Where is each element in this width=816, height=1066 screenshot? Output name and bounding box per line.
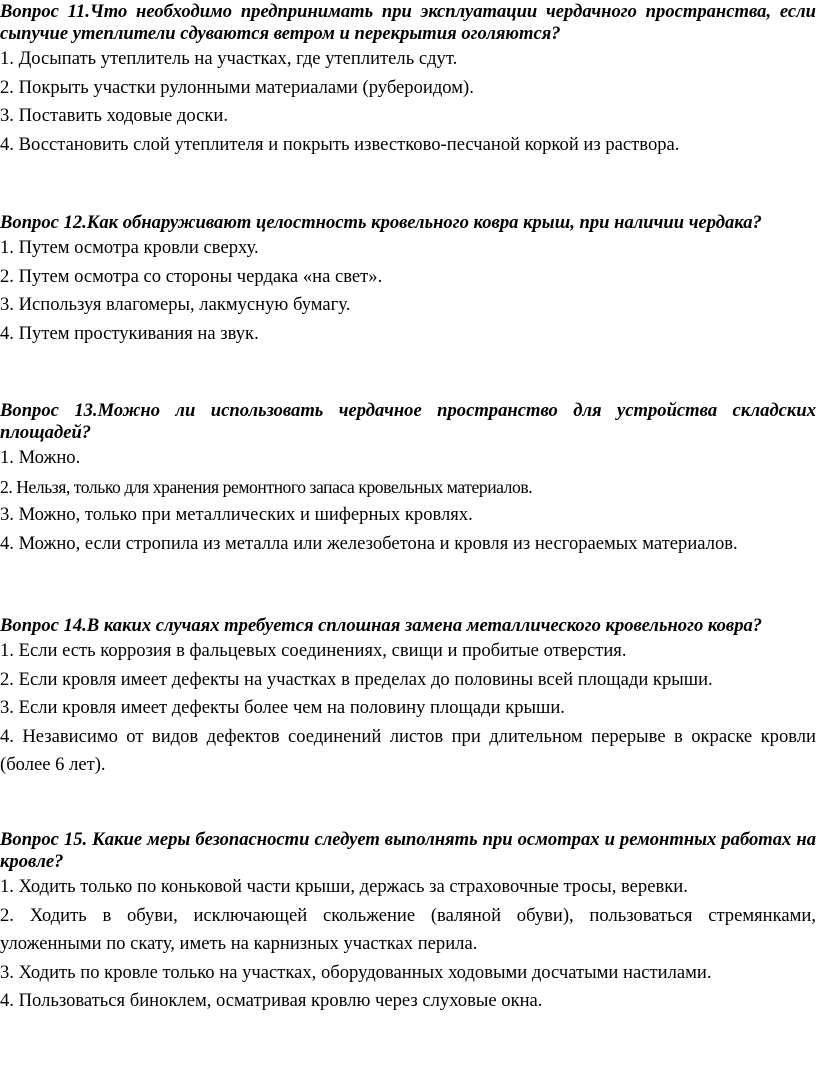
answer-item: 3. Поставить ходовые доски.	[0, 105, 229, 126]
answer-item: 1. Ходить только по коньковой части крыши, держась за страховочные тросы, веревки.	[0, 876, 688, 897]
answer-item: 4. Пользоваться биноклем, осматривая кровлю через слуховые окна.	[0, 990, 543, 1011]
answer-item: 2. Покрыть участки рулонными материалами (рубероидом).	[0, 76, 474, 98]
answer-item: 2. Ходить в обуви, исключающей скольжение (валяной обуви), пользоваться стремянками, уложенными по скату, иметь на карнизных участках перила.	[0, 904, 816, 954]
answer-item: 1. Путем осмотра кровли сверху.	[0, 237, 259, 258]
question-15	[0, 829, 816, 1016]
question-11-title: Вопрос 11.Что необходимо предпринимать при эксплуатации чердачного пространства, если сыпучие утеплители сдуваются ветром и перекрытия оголяются?	[0, 1, 816, 44]
answer-item: 2. Если кровля имеет дефекты на участках в пределах до половины всей площади крыши.	[0, 668, 713, 690]
question-13-title: Вопрос 13.Можно ли использовать чердачное пространство для устройства складских площадей?	[0, 400, 816, 443]
answer-item: 1. Можно.	[0, 447, 81, 468]
answer-item: 1. Если есть коррозия в фальцевых соединениях, свищи и пробитые отверстия.	[0, 640, 627, 661]
question-12-title: Вопрос 12.Как обнаруживают целостность кровельного ковра крыш, при наличии чердака?	[0, 212, 762, 233]
question-12	[0, 212, 816, 348]
answer-item: 2. Путем осмотра со стороны чердака «на свет».	[0, 265, 383, 287]
answer-item: 4. Можно, если стропила из металла или железобетона и кровля из несгораемых материалов.	[0, 532, 738, 554]
question-15-title: Вопрос 15. Какие меры безопасности следует выполнять при осмотрах и ремонтных работах на кровле?	[0, 829, 816, 872]
question-12-answers	[0, 234, 816, 348]
answer-item: 3. Используя влагомеры, лакмусную бумагу.	[0, 294, 351, 315]
answer-item: 3. Если кровля имеет дефекты более чем на половину площади крыши.	[0, 697, 565, 718]
question-15-answers	[0, 873, 816, 1016]
question-13	[0, 400, 816, 558]
answer-item: 4. Независимо от видов дефектов соединений листов при длительном перерыве в окраске кровли (более 6 лет).	[0, 725, 816, 775]
answer-item: 2. Нельзя, только для хранения ремонтного запаса кровельных материалов.	[0, 476, 533, 497]
answer-item: 3. Ходить по кровле только на участках, оборудованных ходовыми досчатыми настилами.	[0, 961, 712, 983]
question-14	[0, 615, 816, 780]
question-11-answers	[0, 45, 816, 159]
answer-item: 1. Досыпать утеплитель на участках, где утеплитель сдут.	[0, 48, 458, 69]
answer-item: 4. Путем простукивания на звук.	[0, 322, 259, 344]
question-14-title: Вопрос 14.В каких случаях требуется сплошная замена металлического кровельного ковра?	[0, 615, 763, 636]
question-11	[0, 1, 816, 159]
answer-item: 3. Можно, только при металлических и шиферных кровлях.	[0, 504, 473, 525]
answer-item: 4. Восстановить слой утеплителя и покрыть известково-песчаной коркой из раствора.	[0, 133, 680, 155]
question-14-answers	[0, 637, 816, 780]
question-13-answers	[0, 444, 816, 558]
